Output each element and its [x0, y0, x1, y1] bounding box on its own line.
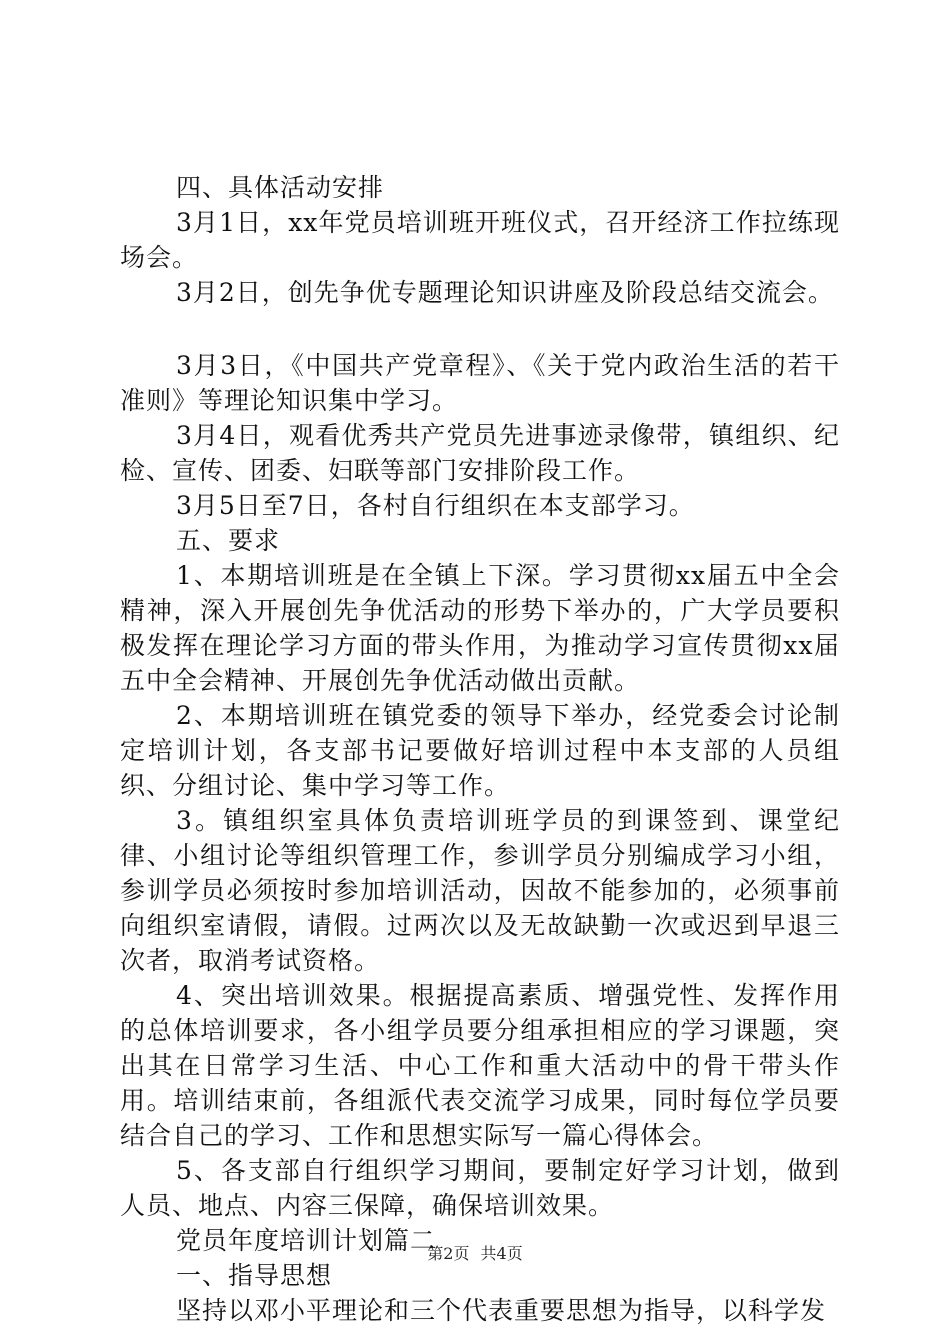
section-heading-activities: 四、具体活动安排: [176, 173, 385, 202]
section-heading-requirements: 五、要求: [176, 526, 281, 555]
schedule-item-march-2: 3月2日，创先争优专题理论知识讲座及阶段总结交流会。: [176, 278, 834, 307]
page-footer: [0, 1244, 950, 1264]
requirement-item-4: 4、突出培训效果。根据提高素质、增强党性、发挥作用的总体培训要求，各小组学员要分组承担相应的学习课题，突出其在日常学习生活、中心工作和重大活动中的骨干带头作用。培训结束前，各组派代表交流学习成果，同时每位学员要结合自己的学习、工作和思想实际写一篇心得体会。: [120, 981, 840, 1150]
requirement-item-3: 3。镇组织室具体负责培训班学员的到课签到、课堂纪律、小组讨论等组织管理工作，参训学员分别编成学习小组，参训学员必须按时参加培训活动，因故不能参加的，必须事前向组织室请假，请假。过两次以及无故缺勤一次或迟到早退三次者，取消考试资格。: [120, 806, 840, 975]
article-title-part-two: 党员年度培训计划篇二: [176, 1226, 437, 1255]
guiding-ideology-text: 坚持以邓小平理论和三个代表重要思想为指导，以科学发: [176, 1296, 827, 1325]
page-number: 第2页: [427, 1244, 470, 1263]
requirement-item-5: 5、各支部自行组织学习期间，要制定好学习计划，做到人员、地点、内容三保障，确保培训效果。: [120, 1156, 840, 1220]
schedule-item-march-1: 3月1日，xx年党员培训班开班仪式，召开经济工作拉练现场会。: [120, 208, 840, 272]
schedule-item-march-5-7: 3月5日至7日，各村自行组织在本支部学习。: [176, 491, 695, 520]
section-heading-guiding-ideology: 一、指导思想: [176, 1261, 333, 1290]
requirement-item-1: 1、本期培训班是在全镇上下深。学习贯彻xx届五中全会精神，深入开展创先争优活动的形势下举办的，广大学员要积极发挥在理论学习方面的带头作用，为推动学习宣传贯彻xx届五中全会精神、开展创先争优活动做出贡献。: [120, 561, 840, 695]
page-total: 共4页: [480, 1244, 523, 1263]
schedule-item-march-4: 3月4日，观看优秀共产党员先进事迹录像带，镇组织、纪检、宣传、团委、妇联等部门安排阶段工作。: [120, 421, 840, 485]
requirement-item-2: 2、本期培训班在镇党委的领导下举办，经党委会讨论制定培训计划，各支部书记要做好培训过程中本支部的人员组织、分组讨论、集中学习等工作。: [120, 701, 840, 800]
document-body: [120, 170, 840, 1328]
schedule-item-march-3: 3月3日，《中国共产党章程》、《关于党内政治生活的若干准则》等理论知识集中学习。: [120, 351, 840, 415]
